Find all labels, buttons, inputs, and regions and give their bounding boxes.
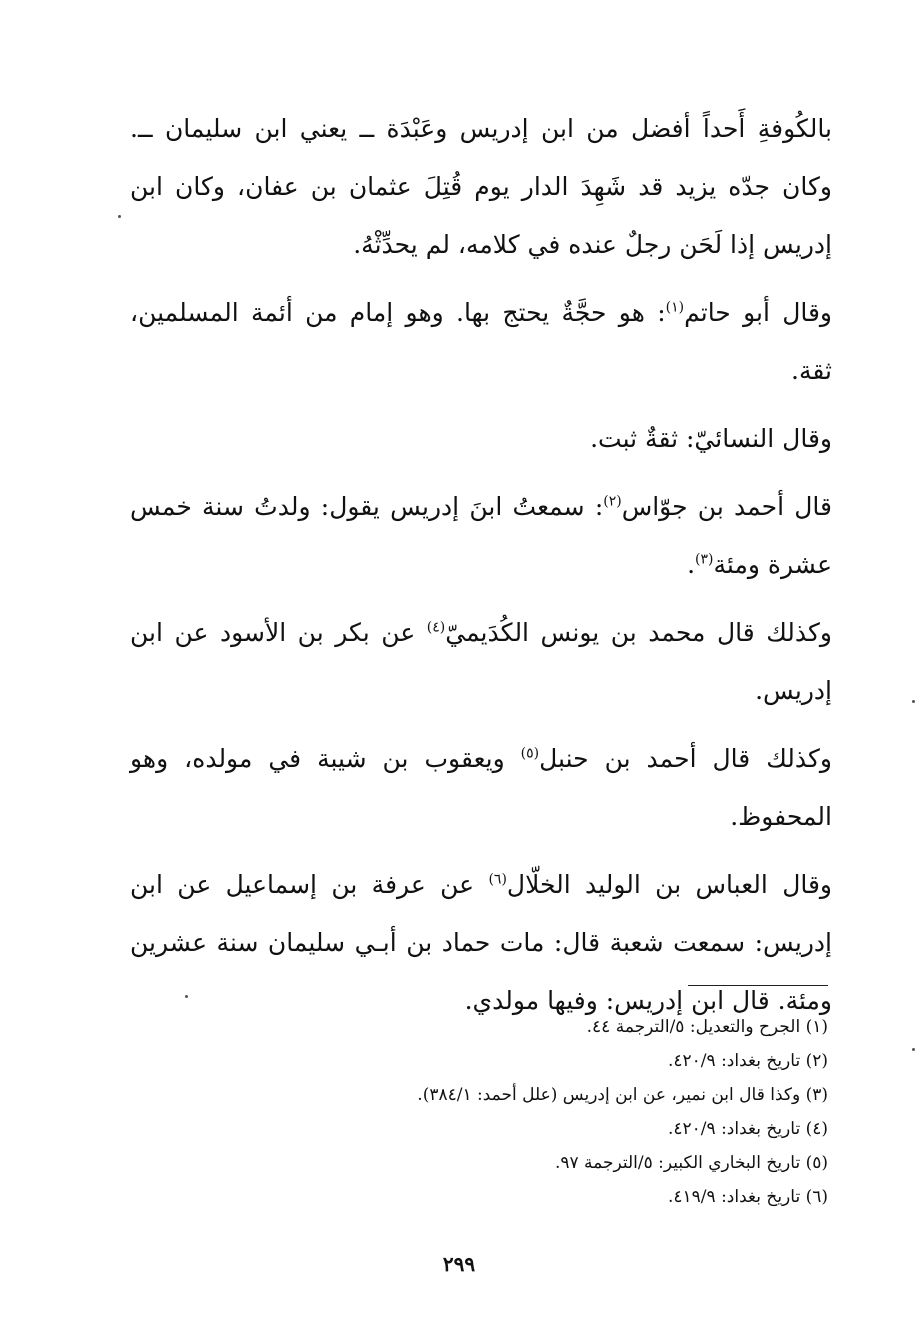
footnote-4: (٤) تاريخ بغداد: ٤٢٠/٩. <box>668 1119 828 1139</box>
paragraph-4 <box>130 478 832 594</box>
scan-speck <box>912 700 915 703</box>
paragraph-4-text-start: قال أحمد بن جوّاس <box>621 492 833 521</box>
scan-speck <box>912 1048 915 1051</box>
paragraph-3 <box>130 410 832 468</box>
footnote-2: (٢) تاريخ بغداد: ٤٢٠/٩. <box>668 1051 828 1071</box>
scan-speck <box>185 995 188 998</box>
footnote-ref-5[interactable]: (٥) <box>520 745 540 762</box>
paragraph-7-text-start: وقال العباس بن الوليد الخلّال <box>506 870 833 899</box>
paragraph-6-text-start: وكذلك قال أحمد بن حنبل <box>539 744 832 773</box>
paragraph-6 <box>130 730 832 846</box>
footnote-1: (١) الجرح والتعديل: ٥/الترجمة ٤٤. <box>586 1017 828 1037</box>
paragraph-1 <box>130 100 832 274</box>
footnote-ref-6[interactable]: (٦) <box>488 871 507 888</box>
paragraph-6-text-end: ويعقوب بن شيبة في مولده، وهو المحفوظ. <box>130 744 832 831</box>
paragraph-7 <box>130 856 832 1030</box>
paragraph-1-text: بالكُوفةِ أَحداً أفضل من ابن إدريس وعَبْدَة ــ يعني ابن سليمان ــ. وكان جدّه يزيد قد شَهِدَ الدار يوم قُتِلَ عثمان بن عفان، وكان ابن إدريس إذا لَحَن رجلٌ عنده في كلامه، لم يحدِّثْهُ. <box>130 114 832 259</box>
footnote-ref-4[interactable]: (٤) <box>426 619 446 636</box>
paragraph-7-text-end: عن عرفة بن إسماعيل عن ابن إدريس: سمعت شعبة قال: مات حماد بن أبـي سليمان سنة عشرين ومئة. قال ابن إدريس: وفيها مولدي. <box>130 870 832 1015</box>
paragraph-5 <box>130 604 832 720</box>
footnote-ref-2[interactable]: (٢) <box>603 493 622 510</box>
paragraph-5-text-start: وكذلك قال محمد بن يونس الكُدَيميّ <box>445 618 832 647</box>
footnotes <box>228 1010 828 1214</box>
footnote-6: (٦) تاريخ بغداد: ٤١٩/٩. <box>668 1187 828 1207</box>
main-text <box>130 100 832 1040</box>
paragraph-2 <box>130 284 832 400</box>
footnote-divider <box>688 985 828 986</box>
paragraph-2-text-end: : هو حجَّةٌ يحتج بها. وهو إمام من أئمة المسلمين، ثقة. <box>130 298 832 385</box>
footnote-ref-3[interactable]: (٣) <box>695 551 714 568</box>
footnote-ref-1[interactable]: (١) <box>665 299 685 316</box>
page-number: ٢٩٩ <box>442 1252 476 1276</box>
paragraph-5-text-end: عن بكر بن الأسود عن ابن إدريس. <box>130 618 832 705</box>
footnote-5: (٥) تاريخ البخاري الكبير: ٥/الترجمة ٩٧. <box>554 1153 828 1173</box>
footnote-3: (٣) وكذا قال ابن نمير، عن ابن إدريس (علل أحمد: ٣٨٤/١). <box>417 1085 828 1105</box>
paragraph-2-text-start: وقال أبو حاتم <box>684 298 833 327</box>
paragraph-3-text: وقال النسائيّ: ثقةٌ ثبت. <box>590 424 832 453</box>
paragraph-4-text-end: . <box>687 550 696 579</box>
paragraph-4-text-middle: : سمعتُ ابنَ إدريس يقول: ولدتُ سنة خمس عشرة ومئة <box>130 492 832 579</box>
scan-speck <box>118 215 121 218</box>
